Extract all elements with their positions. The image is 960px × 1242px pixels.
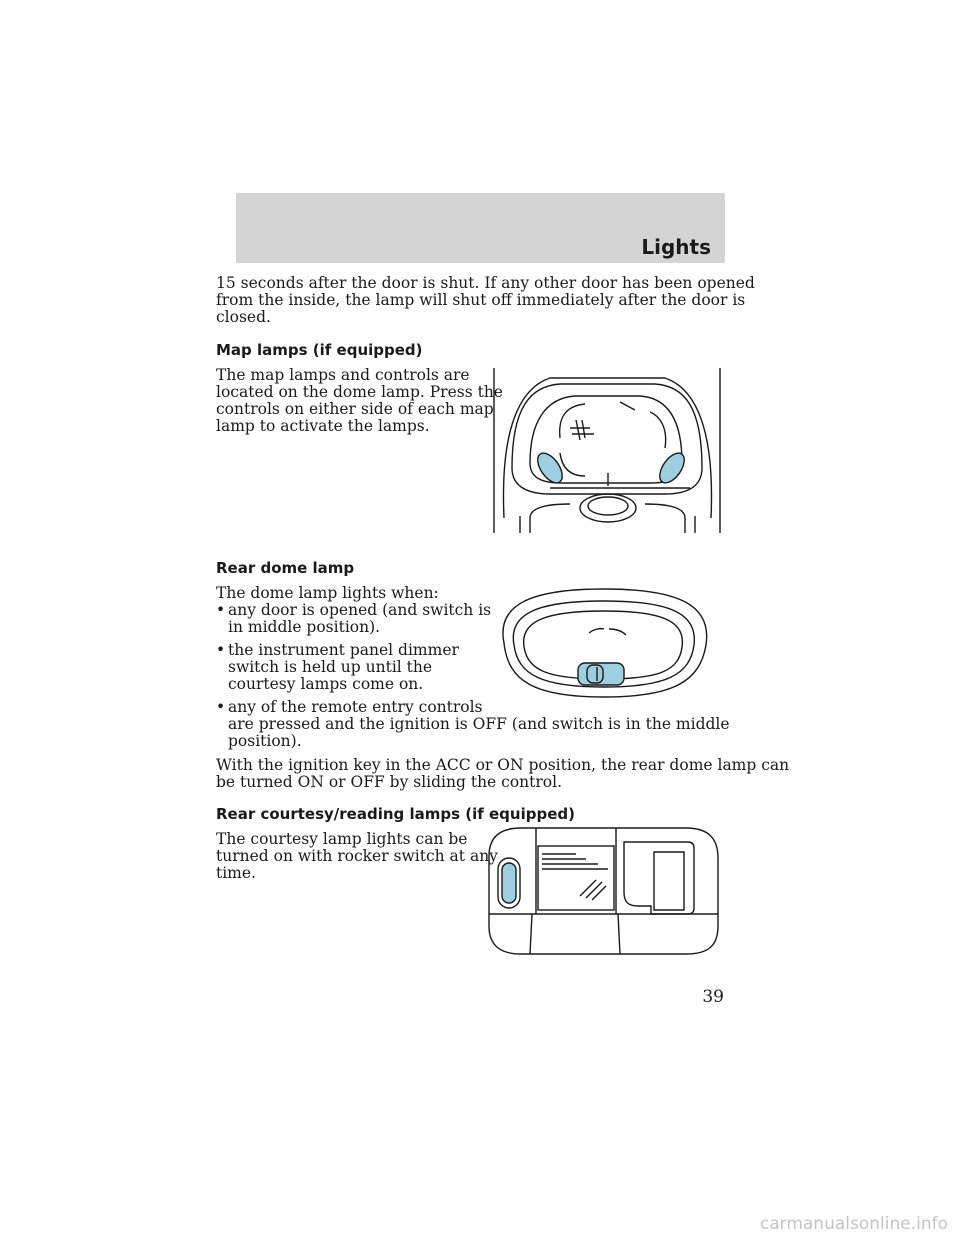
bullet-icon: • <box>216 641 226 659</box>
text-line: lamp to activate the lamps. <box>216 417 430 435</box>
text-line: from the inside, the lamp will shut off immediately after the door is <box>216 291 746 309</box>
page-number: 39 <box>702 987 724 1007</box>
rear-courtesy-heading: Rear courtesy/reading lamps (if equipped) <box>216 805 575 823</box>
rear-dome-intro: The dome lamp lights when: <box>216 584 439 602</box>
rear-courtesy-lamp-illustration <box>486 826 720 956</box>
map-lamps-heading: Map lamps (if equipped) <box>216 341 423 359</box>
right-map-lamp-switch-icon <box>655 449 689 487</box>
text-line: The map lamps and controls are <box>216 366 470 384</box>
text-line: position). <box>228 732 302 750</box>
map-lamp-illustration <box>490 368 725 533</box>
text-line: located on the dome lamp. Press the <box>216 383 503 401</box>
list-item <box>216 699 730 750</box>
text-line: are pressed and the ignition is OFF (and switch is in the middle <box>228 715 730 733</box>
text-line: The courtesy lamp lights can be <box>216 830 468 848</box>
bullet-icon: • <box>216 601 226 619</box>
text-line: in middle position). <box>228 618 381 636</box>
text-line: With the ignition key in the ACC or ON position, the rear dome lamp can <box>216 756 790 774</box>
list-item <box>216 642 459 693</box>
left-map-lamp-switch-icon <box>533 449 567 487</box>
text-line: turned on with rocker switch at any <box>216 847 498 865</box>
bullet-icon: • <box>216 698 226 716</box>
watermark: carmanualsonline.info <box>759 1214 948 1234</box>
text-line: 15 seconds after the door is shut. If any other door has been opened <box>216 274 755 292</box>
text-line: switch is held up until the <box>228 658 433 676</box>
text-line: controls on either side of each map <box>216 400 494 418</box>
text-line: courtesy lamps come on. <box>228 675 424 693</box>
text-line: any door is opened (and switch is <box>228 601 492 619</box>
text-line: the instrument panel dimmer <box>228 641 459 659</box>
section-header-band <box>236 193 725 263</box>
rear-dome-lamp-illustration <box>494 583 714 703</box>
text-line: be turned ON or OFF by sliding the control. <box>216 773 563 791</box>
list-item <box>216 602 491 636</box>
section-title: Lights <box>641 235 711 259</box>
text-line: time. <box>216 864 256 882</box>
text-line: closed. <box>216 308 271 326</box>
rear-dome-heading: Rear dome lamp <box>216 559 355 577</box>
text-line: any of the remote entry controls <box>228 698 483 716</box>
rocker-switch-icon <box>502 863 516 903</box>
